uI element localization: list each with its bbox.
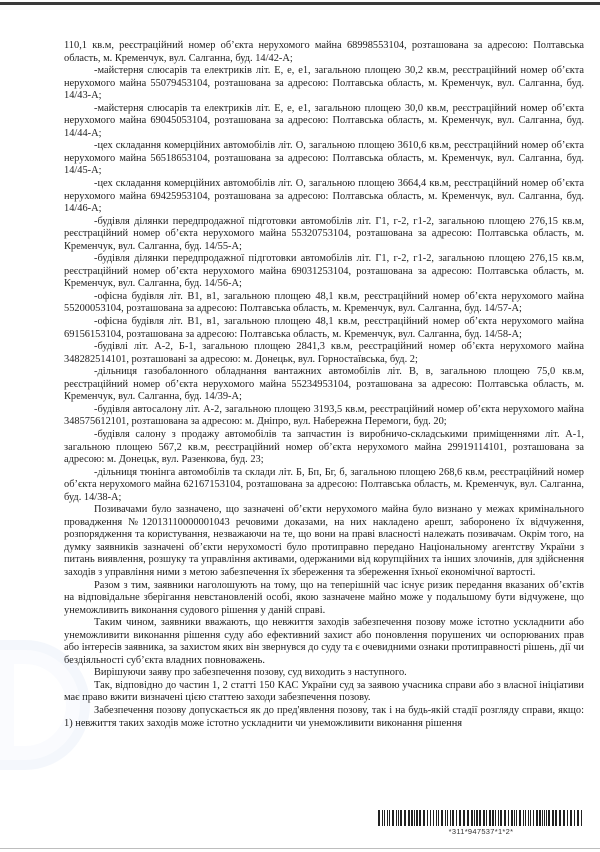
barcode-bar [519,810,521,826]
barcode-bar [570,810,572,826]
barcode-bar [533,810,534,826]
barcode-bar [452,810,454,826]
barcode-bar [430,810,431,826]
barcode-bar [567,810,568,826]
barcode-bar [474,810,475,826]
barcode-bar [387,810,388,826]
paragraph: Таким чином, заявники вважають, що невжиття заходів забезпечення позову може істотно ускладнити або унеможливити виконання рішення суду або ефективний захист або поновлення порушених чи оспорюваних прав або інтересів заявника, за захистом яких він звернувся до суду та є очевидними ознаки протиправності рішень, дії чи бездіяльності суб’єкта владних повноважень. [64,617,584,666]
paragraph: 110,1 кв.м, реєстраційний номер об’єкта нерухомого майна 68998553104, розташована за адресою: Полтавська область, м. Кременчук, вул. Салганна, буд. 14/42-А; [64,40,584,64]
list-item-property: -дільниця газобалонного обладнання вантажних автомобілів літ. В, в, загальною площею 75,0 кв.м, реєстраційний номер об’єкта нерухомого майна 55234953104, розташована за адресою: Полтавська область, м. Кременчук, вул. Салганна, буд. 14/39-А; [64,366,584,403]
list-item-property: -офісна будівля літ. В1, в1, загальною площею 48,1 кв.м, реєстраційний номер об’єкта нерухомого майна 69156153104, розташована за адресою: Полтавська область, м. Кременчук, вул. Салганна, буд. 14/58-А; [64,316,584,340]
list-item-property: -будівлі літ. А-2, Б-1, загальною площею 2841,3 кв.м, реєстраційний номер об’єкта нерухомого майна 348282514101, розташовані за адресою: м. Донецьк, вул. Горностаївська, буд. 2; [64,341,584,365]
barcode-bar [400,810,402,826]
barcode-bar [382,810,383,826]
barcode-bar [559,810,561,826]
barcode-bar [546,810,547,826]
paragraph: Разом з тим, заявники наголошують на тому, що на теперішній час існує ризик передання вказаних об’єктів на відповідальне зберігання невстановленій особі, якою зазначене майно може у подальшому бути відчужене, що унеможливить виконання судового рішення у даній справі. [64,579,584,616]
barcode-bar [574,810,575,826]
barcode-bar [436,810,437,826]
barcode-bar [563,810,565,826]
paragraph: Позивачами було зазначено, що зазначені об’єкти нерухомого майна було визнано у межах кримінального провадження №12013110000001043 речовими доказами, на них накладено арешт, заборонено їх відчуження, розпорядження та користування, незважаючи на те, що вони на праві власності належать позивачам. Окрім того, на думку заявників зазначені об’єкти нерухомості було протиправно передано Національному агентству України з питань виявлення, розшуку та управління активами, одержаними від корупційних та інших злочинів, для здійснення заходів з управління ними з метою забезпечення їх збереження та збереження їхньої економічної вартості. [64,504,584,578]
barcode-bar [438,810,439,826]
barcode-bar [456,810,457,826]
barcode-bar [419,810,421,826]
barcode-number: *311*947537*1*2* [448,827,514,836]
scan-bottom-edge [0,848,600,849]
document-barcode [378,810,584,840]
barcode-bar [411,810,413,826]
list-item-property: -майстерня слюсарів та електриків літ. Е, е, е1, загальною площею 30,0 кв.м, реєстраційний номер об’єкта нерухомого майна 69045053104, розташована за адресою: Полтавська область, м. Кременчук, вул. Салганна, буд. 14/44-А; [64,102,584,139]
barcode-bar [423,810,425,826]
barcode-bar [408,810,410,826]
barcode-bar [441,810,443,826]
barcode-bar [486,810,487,826]
barcode-bar [459,810,461,826]
barcode-bar [389,810,390,826]
list-item-property: -офісна будівля літ. В1, в1, загальною площею 48,1 кв.м, реєстраційний номер об’єкта нерухомого майна 55200053104, розташована за адресою: Полтавська область, м. Кременчук, вул. Салганна, буд. 14/57-А; [64,290,584,315]
list-item-property: -цех складання комерційних автомобілів літ. О, загальною площею 3664,4 кв.м, реєстраційний номер об’єкта нерухомого майна 69425953104, розташована за адресою: Полтавська область, м. Кременчук, вул. Салганна, буд. 14/46-А; [64,178,584,215]
document-body [64,40,584,730]
barcode-bar [476,810,478,826]
barcode-bar [539,810,541,826]
list-item-property: -будівля ділянки передпродажної підготовки автомобілів літ. Г1, г-2, г1-2, загальною площею 276,15 кв.м, реєстраційний номер об’єкта нерухомого майна 69031253104, розташована за адресою: Полтавська область, м. Кременчук, вул. Салганна, буд. 14/56-А; [64,253,584,290]
barcode-bar [483,810,485,826]
barcode-bar [495,810,496,826]
barcode-bar [516,810,517,826]
barcode-bar [508,810,509,826]
barcode-bar [536,810,538,826]
barcode-bar [489,810,491,826]
paragraph: Так, відповідно до частин 1, 2 статті 150 КАС України суд за заявою учасника справи або з власної ініціативи має право вжити визначені цією статтею заходи забезпечення позову. [64,679,584,704]
barcode-bar [414,810,415,826]
barcode-bar [378,810,380,826]
barcode-bar [450,810,451,826]
barcode-bar [467,810,469,826]
list-item-property: -дільниця тюнінга автомобілів та склади літ. Б, Бп, Бг, б, загальною площею 268,6 кв.м, реєстраційний номер об’єкта нерухомого майна 62167153104, розташована за адресою: Полтавська область, м. Кременчук, вул. Салганна, буд. 14/38-А; [64,466,584,503]
paragraph: Вирішуючи заяву про забезпечення позову, суд виходить з наступного. [94,667,407,679]
barcode-bar [577,810,579,826]
barcode-bar [398,810,399,826]
barcode-bar [555,810,557,826]
barcode-bars [378,810,584,826]
list-item-property: -будівля ділянки передпродажної підготовки автомобілів літ. Г1, г-2, г1-2, загальною площею 276,15 кв.м, реєстраційний номер об’єкта нерухомого майна 55320753104, розташована за адресою: Полтавська область, м. Кременчук, вул. Салганна, буд. 14/55-А; [64,215,584,252]
barcode-bar [514,810,515,826]
barcode-bar [427,810,428,826]
barcode-bar [392,810,394,826]
barcode-bar [528,810,529,826]
barcode-bar [530,810,531,826]
barcode-bar [463,810,465,826]
barcode-bar [581,810,582,826]
barcode-bar [552,810,554,826]
barcode-bar [416,810,418,826]
barcode-bar [479,810,481,826]
barcode-bar [447,810,448,826]
barcode-bar [542,810,543,826]
barcode-bar [404,810,406,826]
barcode-bar [384,810,385,826]
barcode-bar [492,810,494,826]
barcode-bar [548,810,550,826]
scan-top-edge [0,2,600,5]
barcode-bar [445,810,446,826]
barcode-bar [500,810,502,826]
barcode-bar [396,810,397,826]
barcode-bar [504,810,506,826]
list-item-property: -будівля автосалону літ. А-2, загальною площею 3193,5 кв.м, реєстраційний номер об’єкта нерухомого майна 348575612101, розташована за адресою: м. Дніпро, вул. Набережна Перемоги, буд. 20; [64,403,584,428]
list-item-property: -майстерня слюсарів та електриків літ. Е, е, е1, загальною площею 30,2 кв.м, реєстраційний номер об’єкта нерухомого майна 55079453104, розташована за адресою: Полтавська область, м. Кременчук, вул. Салганна, буд. 14/43-А; [64,65,584,102]
list-item-property: -будівля салону з продажу автомобілів та запчастин із виробничо-складськими приміщеннями літ. А-1, загальною площею 567,2 кв.м, реєстраційний номер об’єкта нерухомого майна 29919114101, розташована за адресою: м. Донецьк, вул. Разенкова, буд. 23; [64,428,584,466]
barcode-bar [525,810,526,826]
barcode-bar [498,810,499,826]
list-item-property: -цех складання комерційних автомобілів літ. О, загальною площею 3610,6 кв.м, реєстраційний номер об’єкта нерухомого майна 56518653104, розташована за адресою: Полтавська область, м. Кременчук, вул. Салганна, буд. 14/45-А; [64,140,584,177]
barcode-bar [511,810,513,826]
barcode-bar [471,810,473,826]
barcode-bar [544,810,545,826]
barcode-bar [433,810,434,826]
barcode-bar [523,810,524,826]
paragraph: Забезпечення позову допускається як до пред'явлення позову, так і на будь-якій стадії розгляду справи, якщо: 1) невжиття таких заходів може істотно ускладнити чи унеможливити виконання рішення [64,704,584,729]
